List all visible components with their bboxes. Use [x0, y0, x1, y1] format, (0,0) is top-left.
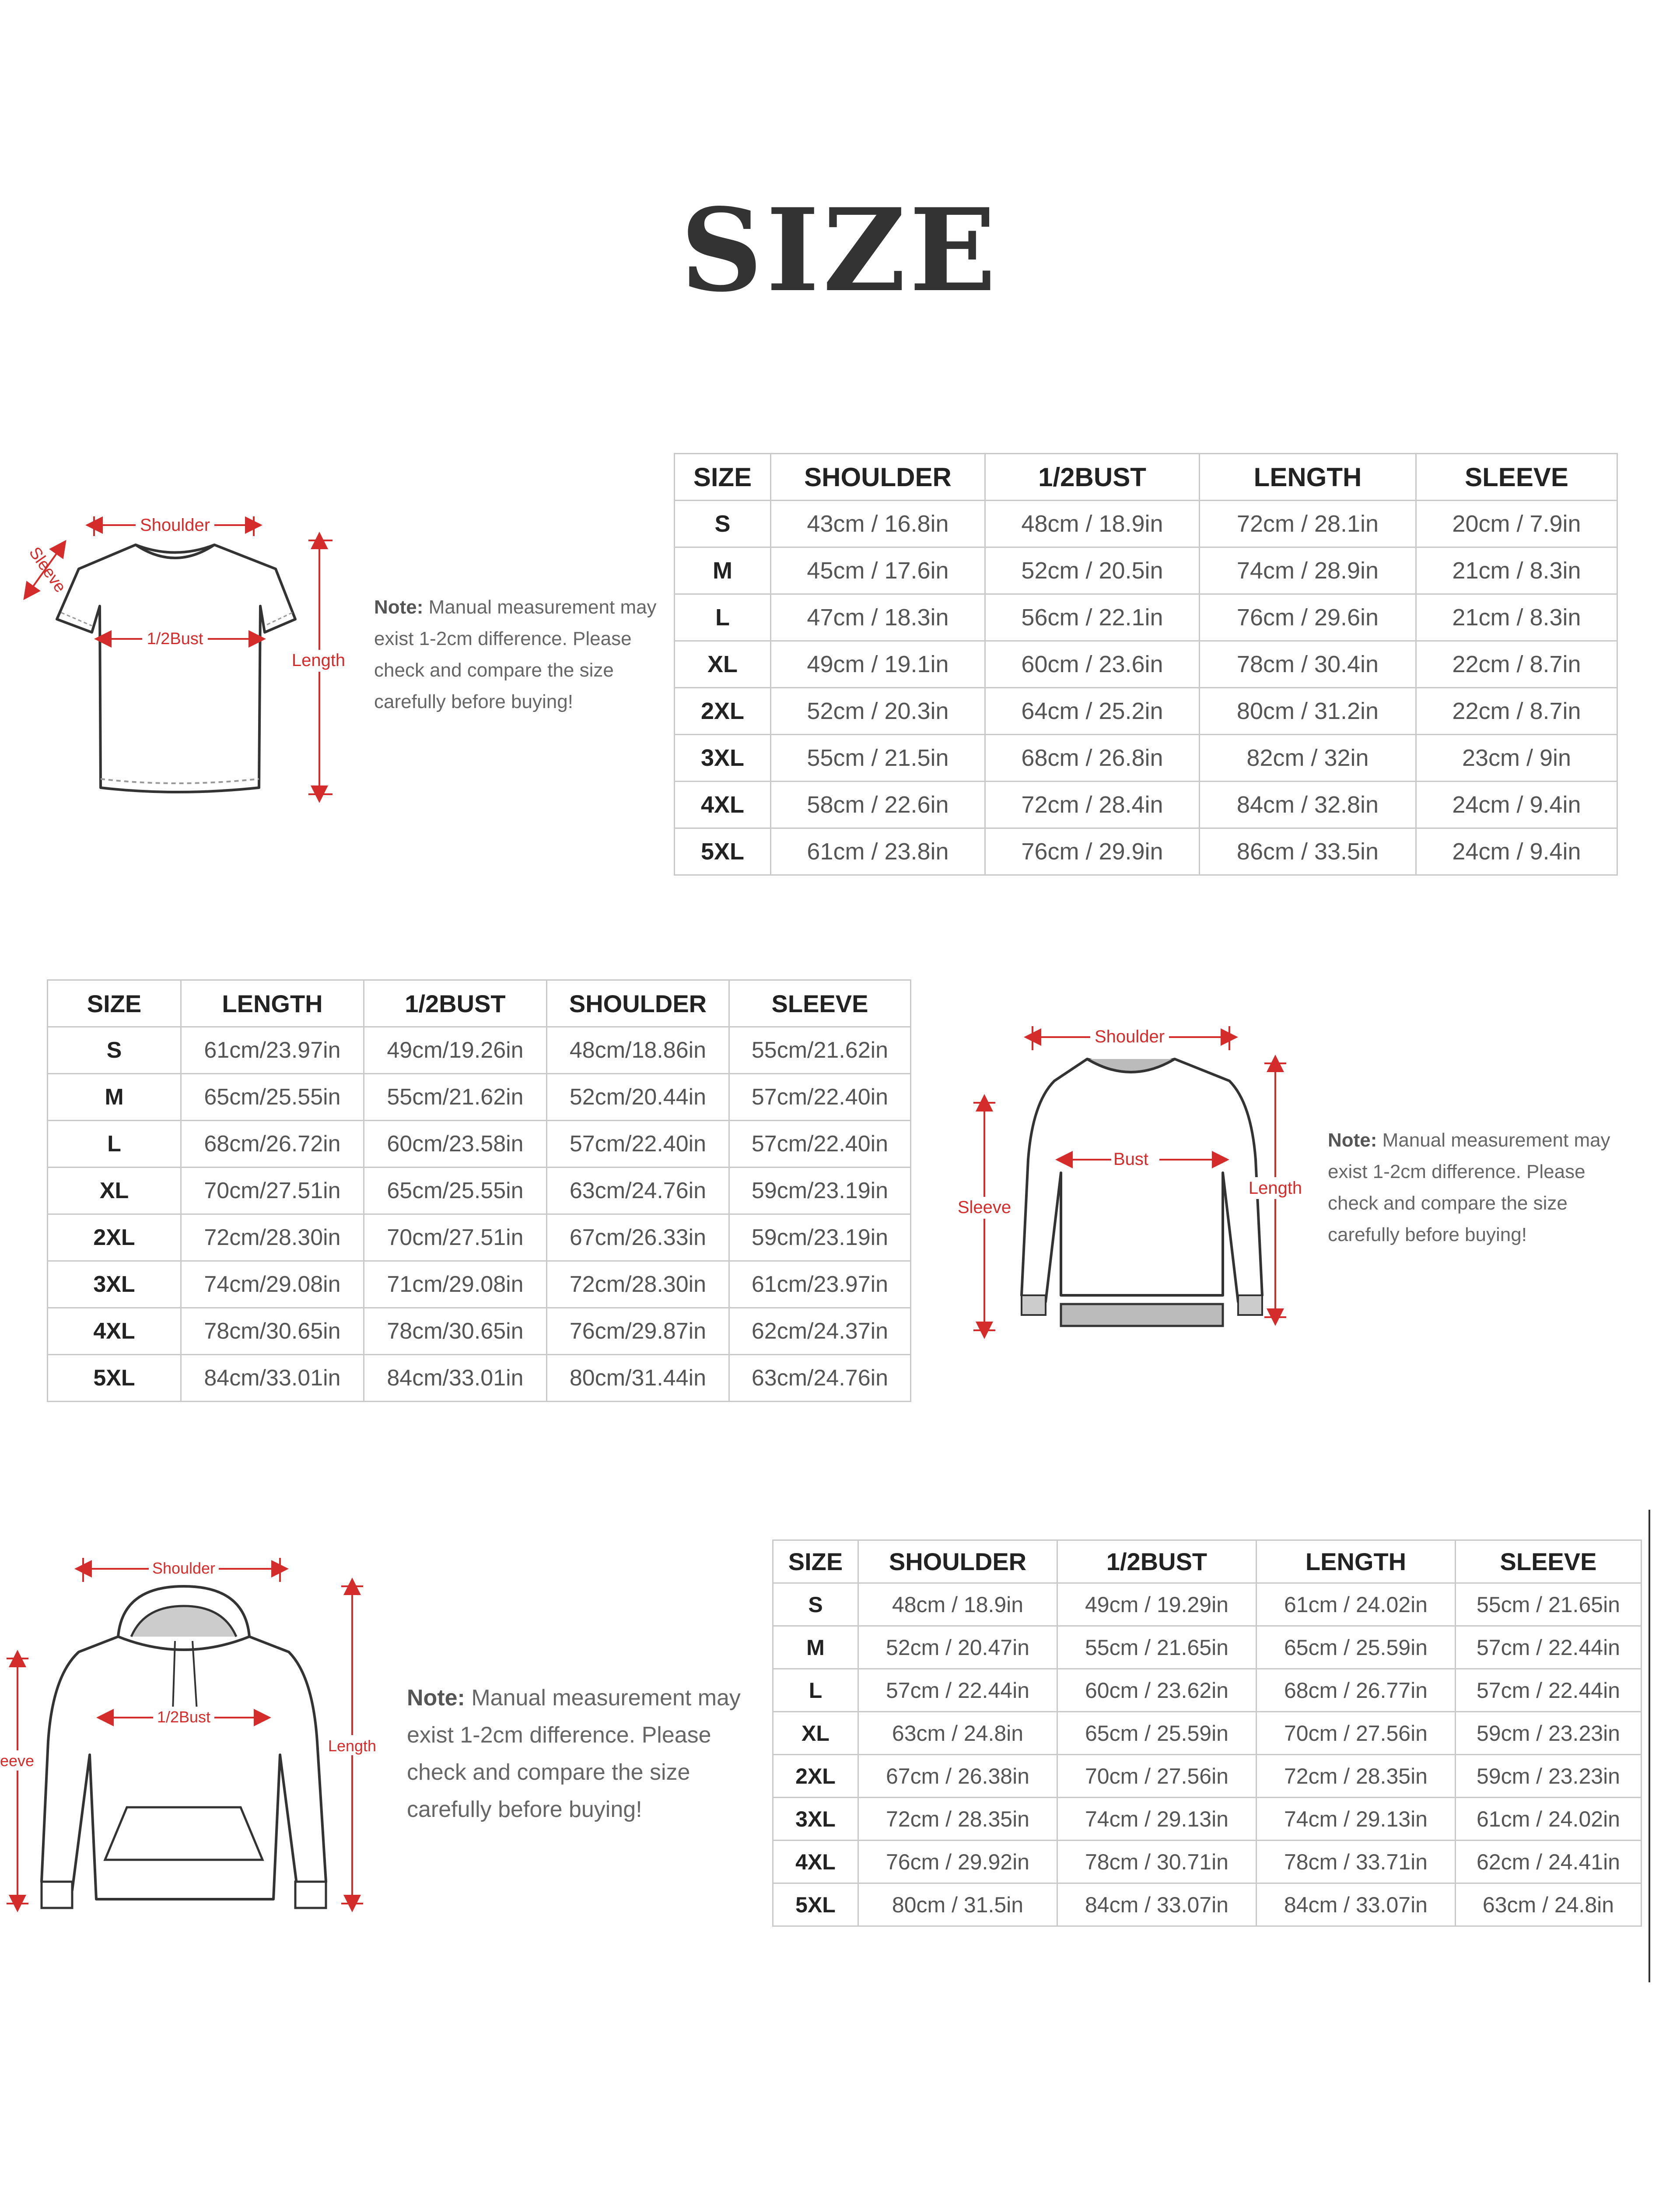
table-row [48, 1261, 911, 1308]
measurement-cell: 61cm / 24.02in [1256, 1583, 1456, 1626]
measurement-cell: 20cm / 7.9in [1416, 501, 1617, 547]
table-row [48, 1308, 911, 1355]
note-line-1: Manual measurement may [428, 596, 657, 618]
measurement-cell: 45cm / 17.6in [771, 547, 985, 594]
table-row [48, 1027, 911, 1074]
column-header: LENGTH [1200, 454, 1416, 501]
size-cell: 3XL [675, 735, 771, 782]
measurement-cell: 80cm/31.44in [547, 1355, 729, 1402]
tshirt-size-table [674, 453, 1618, 876]
measurement-cell: 70cm/27.51in [181, 1168, 364, 1214]
measurement-cell: 80cm / 31.5in [858, 1883, 1057, 1926]
size-cell: 5XL [675, 828, 771, 875]
measurement-cell: 57cm / 22.44in [1456, 1669, 1642, 1712]
measurement-cell: 65cm / 25.59in [1057, 1712, 1256, 1755]
column-header: SLEEVE [1416, 454, 1617, 501]
measurement-cell: 78cm / 30.71in [1057, 1841, 1256, 1883]
size-cell: 4XL [773, 1841, 858, 1883]
measurement-cell: 55cm/21.62in [364, 1074, 547, 1121]
size-cell: XL [773, 1712, 858, 1755]
table-row [773, 1883, 1642, 1926]
note-label: Note: [374, 596, 424, 618]
note-line-3: check and compare the size [1328, 1192, 1568, 1214]
table-row [773, 1669, 1642, 1712]
note-label: Note: [1328, 1129, 1377, 1151]
measurement-cell: 52cm / 20.47in [858, 1626, 1057, 1669]
measurement-cell: 67cm/26.33in [547, 1214, 729, 1261]
table-row [773, 1712, 1642, 1755]
measurement-cell: 78cm/30.65in [364, 1308, 547, 1355]
table-row [675, 547, 1617, 594]
measurement-cell: 74cm / 29.13in [1256, 1798, 1456, 1841]
measurement-cell: 48cm / 18.9in [985, 501, 1200, 547]
measurement-cell: 61cm / 23.8in [771, 828, 985, 875]
note-line-4: carefully before buying! [1328, 1224, 1527, 1245]
size-cell: L [773, 1669, 858, 1712]
table-row [773, 1583, 1642, 1626]
measurement-cell: 48cm / 18.9in [858, 1583, 1057, 1626]
measurement-cell: 65cm/25.55in [181, 1074, 364, 1121]
measurement-cell: 84cm / 33.07in [1057, 1883, 1256, 1926]
size-cell: M [675, 547, 771, 594]
note-line-1: Manual measurement may [471, 1685, 741, 1711]
measurement-cell: 76cm/29.87in [547, 1308, 729, 1355]
measurement-cell: 59cm/23.19in [729, 1214, 911, 1261]
measurement-cell: 59cm / 23.23in [1456, 1755, 1642, 1798]
hoodie-sleeve-label: eeve [0, 1752, 35, 1770]
measurement-cell: 52cm/20.44in [547, 1074, 729, 1121]
size-cell: 3XL [773, 1798, 858, 1841]
note-line-4: carefully before buying! [374, 691, 573, 712]
hoodie-shoulder-label: Shoulder [152, 1559, 216, 1577]
measurement-cell: 55cm/21.62in [729, 1027, 911, 1074]
measurement-cell: 22cm / 8.7in [1416, 641, 1617, 688]
table-row [48, 1355, 911, 1402]
measurement-cell: 55cm / 21.65in [1456, 1583, 1642, 1626]
measurement-cell: 72cm/28.30in [547, 1261, 729, 1308]
measurement-cell: 68cm / 26.8in [985, 735, 1200, 782]
measurement-cell: 84cm / 32.8in [1200, 782, 1416, 828]
measurement-cell: 72cm/28.30in [181, 1214, 364, 1261]
measurement-cell: 52cm / 20.5in [985, 547, 1200, 594]
measurement-cell: 60cm/23.58in [364, 1121, 547, 1168]
size-cell: S [773, 1583, 858, 1626]
note-label: Note: [407, 1685, 465, 1711]
measurement-cell: 59cm/23.19in [729, 1168, 911, 1214]
note-line-2: exist 1-2cm difference. Please [374, 628, 632, 649]
column-header: LENGTH [1256, 1540, 1456, 1583]
table-header-row [773, 1540, 1642, 1583]
measurement-cell: 23cm / 9in [1416, 735, 1617, 782]
measurement-cell: 61cm/23.97in [729, 1261, 911, 1308]
note-line-3: check and compare the size [374, 659, 614, 681]
size-cell: 4XL [48, 1308, 181, 1355]
table-row [773, 1841, 1642, 1883]
column-header: SLEEVE [729, 980, 911, 1027]
measurement-cell: 84cm/33.01in [181, 1355, 364, 1402]
measurement-cell: 57cm/22.40in [729, 1121, 911, 1168]
measurement-cell: 76cm / 29.6in [1200, 594, 1416, 641]
measurement-cell: 21cm / 8.3in [1416, 594, 1617, 641]
sweatshirt-size-table [47, 979, 911, 1402]
size-cell: 2XL [48, 1214, 181, 1261]
note-line-4: carefully before buying! [407, 1797, 642, 1822]
measurement-cell: 74cm / 29.13in [1057, 1798, 1256, 1841]
table-row [48, 1074, 911, 1121]
column-header: SIZE [773, 1540, 858, 1583]
measurement-cell: 63cm / 24.8in [858, 1712, 1057, 1755]
table-row [773, 1798, 1642, 1841]
size-cell: XL [675, 641, 771, 688]
measurement-cell: 57cm/22.40in [547, 1121, 729, 1168]
size-cell: 4XL [675, 782, 771, 828]
hoodie-size-table [772, 1539, 1642, 1927]
note-line-1: Manual measurement may [1382, 1129, 1610, 1151]
measurement-cell: 60cm / 23.62in [1057, 1669, 1256, 1712]
note-line-3: check and compare the size [407, 1760, 690, 1785]
measurement-cell: 78cm/30.65in [181, 1308, 364, 1355]
table-row [48, 1168, 911, 1214]
size-cell: S [675, 501, 771, 547]
table-row [675, 828, 1617, 875]
measurement-cell: 86cm / 33.5in [1200, 828, 1416, 875]
sweatshirt-shoulder-label: Shoulder [1094, 1027, 1165, 1046]
column-header: 1/2BUST [364, 980, 547, 1027]
measurement-cell: 57cm / 22.44in [858, 1669, 1057, 1712]
size-cell: XL [48, 1168, 181, 1214]
measurement-cell: 76cm / 29.92in [858, 1841, 1057, 1883]
measurement-cell: 72cm / 28.35in [858, 1798, 1057, 1841]
measurement-cell: 63cm/24.76in [547, 1168, 729, 1214]
measurement-cell: 48cm/18.86in [547, 1027, 729, 1074]
measurement-cell: 80cm / 31.2in [1200, 688, 1416, 735]
table-row [675, 594, 1617, 641]
measurement-cell: 63cm / 24.8in [1456, 1883, 1642, 1926]
measurement-cell: 62cm/24.37in [729, 1308, 911, 1355]
column-header: SIZE [48, 980, 181, 1027]
hoodie-bust-label: 1/2Bust [157, 1708, 211, 1726]
note-line-2: exist 1-2cm difference. Please [1328, 1161, 1586, 1182]
table-row [675, 782, 1617, 828]
table-row [48, 1214, 911, 1261]
tshirt-sleeve-label: Sleeve [25, 543, 70, 596]
measurement-cell: 78cm / 30.4in [1200, 641, 1416, 688]
page-title: SIZE [680, 184, 1000, 317]
measurement-cell: 67cm / 26.38in [858, 1755, 1057, 1798]
measurement-cell: 72cm / 28.4in [985, 782, 1200, 828]
column-header: SLEEVE [1456, 1540, 1642, 1583]
measurement-cell: 49cm / 19.29in [1057, 1583, 1256, 1626]
measurement-cell: 55cm / 21.5in [771, 735, 985, 782]
size-cell: S [48, 1027, 181, 1074]
measurement-cell: 60cm / 23.6in [985, 641, 1200, 688]
tshirt-length-label: Length [291, 651, 346, 670]
edge-divider [1648, 1510, 1650, 1982]
measurement-cell: 68cm/26.72in [181, 1121, 364, 1168]
table-header-row [675, 454, 1617, 501]
table-row [773, 1755, 1642, 1798]
measurement-cell: 43cm / 16.8in [771, 501, 985, 547]
column-header: LENGTH [181, 980, 364, 1027]
table-row [675, 688, 1617, 735]
measurement-cell: 57cm/22.40in [729, 1074, 911, 1121]
measurement-cell: 84cm/33.01in [364, 1355, 547, 1402]
tshirt-note [374, 592, 657, 718]
measurement-cell: 55cm / 21.65in [1057, 1626, 1256, 1669]
size-cell: 5XL [48, 1355, 181, 1402]
measurement-cell: 70cm / 27.56in [1256, 1712, 1456, 1755]
column-header: SHOULDER [858, 1540, 1057, 1583]
sweatshirt-diagram [949, 1015, 1308, 1339]
measurement-cell: 22cm / 8.7in [1416, 688, 1617, 735]
tshirt-shoulder-label: Shoulder [140, 515, 210, 535]
size-cell: L [675, 594, 771, 641]
measurement-cell: 61cm / 24.02in [1456, 1798, 1642, 1841]
table-header-row [48, 980, 911, 1027]
column-header: SHOULDER [547, 980, 729, 1027]
measurement-cell: 49cm/19.26in [364, 1027, 547, 1074]
hoodie-note [407, 1680, 741, 1828]
measurement-cell: 56cm / 22.1in [985, 594, 1200, 641]
measurement-cell: 68cm / 26.77in [1256, 1669, 1456, 1712]
tshirt-bust-label: 1/2Bust [147, 630, 203, 648]
sweatshirt-sleeve-label: Sleeve [957, 1198, 1012, 1217]
size-cell: 3XL [48, 1261, 181, 1308]
measurement-cell: 24cm / 9.4in [1416, 828, 1617, 875]
measurement-cell: 74cm/29.08in [181, 1261, 364, 1308]
size-cell: M [48, 1074, 181, 1121]
measurement-cell: 52cm / 20.3in [771, 688, 985, 735]
measurement-cell: 61cm/23.97in [181, 1027, 364, 1074]
measurement-cell: 57cm / 22.44in [1456, 1626, 1642, 1669]
measurement-cell: 47cm / 18.3in [771, 594, 985, 641]
measurement-cell: 49cm / 19.1in [771, 641, 985, 688]
table-row [675, 641, 1617, 688]
column-header: 1/2BUST [985, 454, 1200, 501]
size-cell: M [773, 1626, 858, 1669]
measurement-cell: 65cm/25.55in [364, 1168, 547, 1214]
measurement-cell: 70cm/27.51in [364, 1214, 547, 1261]
measurement-cell: 72cm / 28.35in [1256, 1755, 1456, 1798]
column-header: SIZE [675, 454, 771, 501]
tshirt-diagram [9, 499, 368, 823]
sweatshirt-length-label: Length [1248, 1178, 1302, 1198]
measurement-cell: 84cm / 33.07in [1256, 1883, 1456, 1926]
sweatshirt-bust-label: Bust [1113, 1150, 1149, 1169]
measurement-cell: 74cm / 28.9in [1200, 547, 1416, 594]
measurement-cell: 58cm / 22.6in [771, 782, 985, 828]
table-row [675, 735, 1617, 782]
column-header: SHOULDER [771, 454, 985, 501]
table-row [773, 1626, 1642, 1669]
measurement-cell: 63cm/24.76in [729, 1355, 911, 1402]
measurement-cell: 71cm/29.08in [364, 1261, 547, 1308]
hoodie-length-label: Length [328, 1737, 377, 1755]
note-line-2: exist 1-2cm difference. Please [407, 1722, 711, 1748]
size-cell: 5XL [773, 1883, 858, 1926]
table-row [675, 501, 1617, 547]
table-row [48, 1121, 911, 1168]
sweatshirt-note [1328, 1125, 1610, 1251]
size-cell: 2XL [773, 1755, 858, 1798]
measurement-cell: 59cm / 23.23in [1456, 1712, 1642, 1755]
hoodie-diagram [0, 1545, 385, 1921]
measurement-cell: 62cm / 24.41in [1456, 1841, 1642, 1883]
size-cell: 2XL [675, 688, 771, 735]
measurement-cell: 64cm / 25.2in [985, 688, 1200, 735]
column-header: 1/2BUST [1057, 1540, 1256, 1583]
measurement-cell: 65cm / 25.59in [1256, 1626, 1456, 1669]
measurement-cell: 24cm / 9.4in [1416, 782, 1617, 828]
size-cell: L [48, 1121, 181, 1168]
measurement-cell: 82cm / 32in [1200, 735, 1416, 782]
measurement-cell: 78cm / 33.71in [1256, 1841, 1456, 1883]
measurement-cell: 70cm / 27.56in [1057, 1755, 1256, 1798]
measurement-cell: 21cm / 8.3in [1416, 547, 1617, 594]
measurement-cell: 72cm / 28.1in [1200, 501, 1416, 547]
measurement-cell: 76cm / 29.9in [985, 828, 1200, 875]
